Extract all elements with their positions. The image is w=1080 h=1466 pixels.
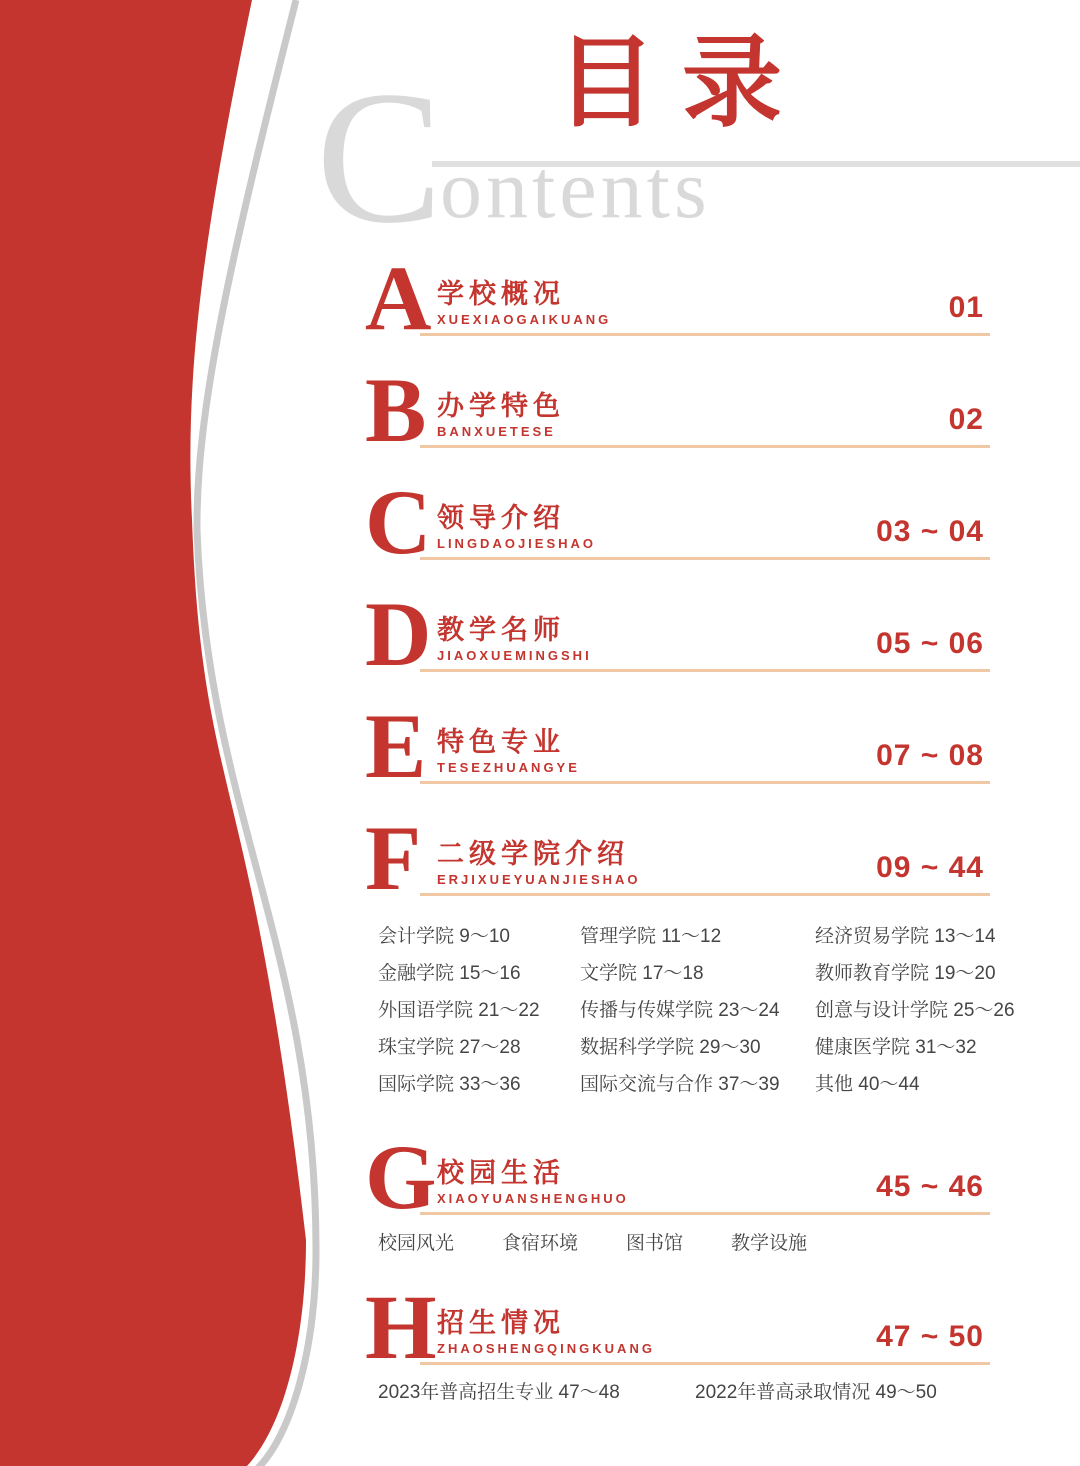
list-item: 国际交流与合作 37～39: [580, 1074, 780, 1095]
table-of-contents: [365, 247, 1015, 1405]
section-title: 学校概况: [437, 278, 565, 309]
list-item: 传播与传媒学院 23～24: [580, 1000, 780, 1021]
section-pinyin: XIAOYUANSHENGHUO: [437, 1191, 629, 1206]
section-letter: H: [365, 1276, 437, 1379]
list-item: 食宿环境: [502, 1233, 579, 1254]
red-curve-shape: [0, 0, 306, 1466]
list-item: 2022年普高录取情况 49～50: [695, 1382, 937, 1403]
toc-section-e: [365, 695, 990, 798]
section-pinyin: JIAOXUEMINGSHI: [437, 648, 592, 663]
section-letter: A: [365, 247, 432, 350]
section-title: 领导介绍: [437, 502, 565, 533]
section-page-number: 02: [948, 403, 984, 436]
college-list: [365, 918, 1015, 1103]
section-page-number: 47 ~ 50: [876, 1320, 984, 1353]
list-item: 会计学院 9～10: [378, 926, 510, 947]
list-item: 2023年普高招生专业 47～48: [378, 1382, 620, 1403]
section-pinyin: ZHAOSHENGQINGKUANG: [437, 1341, 655, 1356]
list-item: 教学设施: [731, 1233, 808, 1254]
toc-section-f: [365, 807, 990, 910]
list-item: 创意与设计学院 25～26: [815, 1000, 1015, 1021]
section-page-number: 03 ~ 04: [876, 515, 984, 548]
contents-word: ontents: [440, 143, 711, 236]
section-title: 校园生活: [437, 1157, 565, 1188]
list-item: 其他 40～44: [815, 1074, 920, 1095]
section-page-number: 09 ~ 44: [876, 851, 984, 884]
list-item: 教师教育学院 19～20: [815, 963, 996, 984]
section-page-number: 05 ~ 06: [876, 627, 984, 660]
list-item: 金融学院 15～16: [378, 963, 521, 984]
section-pinyin: XUEXIAOGAIKUANG: [437, 312, 612, 327]
campus-life-list: [365, 1232, 990, 1256]
section-letter: G: [365, 1126, 437, 1229]
section-title: 教学名师: [437, 614, 565, 645]
section-underline: [420, 333, 990, 336]
contents-initial-letter: C: [316, 53, 443, 263]
list-item: 珠宝学院 27～28: [378, 1037, 521, 1058]
section-underline: [420, 445, 990, 448]
section-underline: [420, 781, 990, 784]
section-letter: B: [365, 359, 427, 462]
section-title: 二级学院介绍: [437, 838, 629, 869]
section-letter: C: [365, 471, 432, 574]
section-underline: [420, 557, 990, 560]
section-pinyin: LINGDAOJIESHAO: [437, 536, 597, 551]
section-letter: D: [365, 583, 432, 686]
list-item: 国际学院 33～36: [378, 1074, 521, 1095]
list-item: 校园风光: [378, 1233, 455, 1254]
list-item: 文学院 17～18: [580, 963, 704, 984]
list-item: 外国语学院 21～22: [378, 1000, 540, 1021]
section-title: 招生情况: [437, 1307, 565, 1338]
section-letter: F: [365, 807, 422, 910]
section-underline: [420, 893, 990, 896]
section-underline: [420, 1362, 990, 1365]
section-page-number: 45 ~ 46: [876, 1170, 984, 1203]
section-pinyin: TESEZHUANGYE: [437, 760, 580, 775]
list-item: 数据科学学院 29～30: [580, 1037, 761, 1058]
list-item: 图书馆: [626, 1233, 684, 1254]
toc-section-g: [365, 1126, 990, 1229]
section-pinyin: ERJIXUEYUANJIESHAO: [437, 872, 641, 887]
section-page-number: 01: [948, 291, 984, 324]
admissions-list: [365, 1381, 990, 1405]
page-title-chinese: 目录: [556, 27, 808, 139]
section-title: 办学特色: [437, 390, 565, 421]
list-item: 经济贸易学院 13～14: [815, 926, 996, 947]
section-page-number: 07 ~ 08: [876, 739, 984, 772]
toc-section-a: [365, 247, 990, 350]
toc-section-b: [365, 359, 990, 462]
section-title: 特色专业: [437, 726, 565, 757]
section-underline: [420, 1212, 990, 1215]
toc-section-c: [365, 471, 990, 574]
section-underline: [420, 669, 990, 672]
list-item: 管理学院 11～12: [580, 926, 722, 947]
toc-section-d: [365, 583, 990, 686]
section-pinyin: BANXUETESE: [437, 424, 556, 439]
toc-section-h: [365, 1276, 990, 1379]
section-letter: E: [365, 695, 427, 798]
list-item: 健康医学院 31～32: [815, 1037, 977, 1058]
